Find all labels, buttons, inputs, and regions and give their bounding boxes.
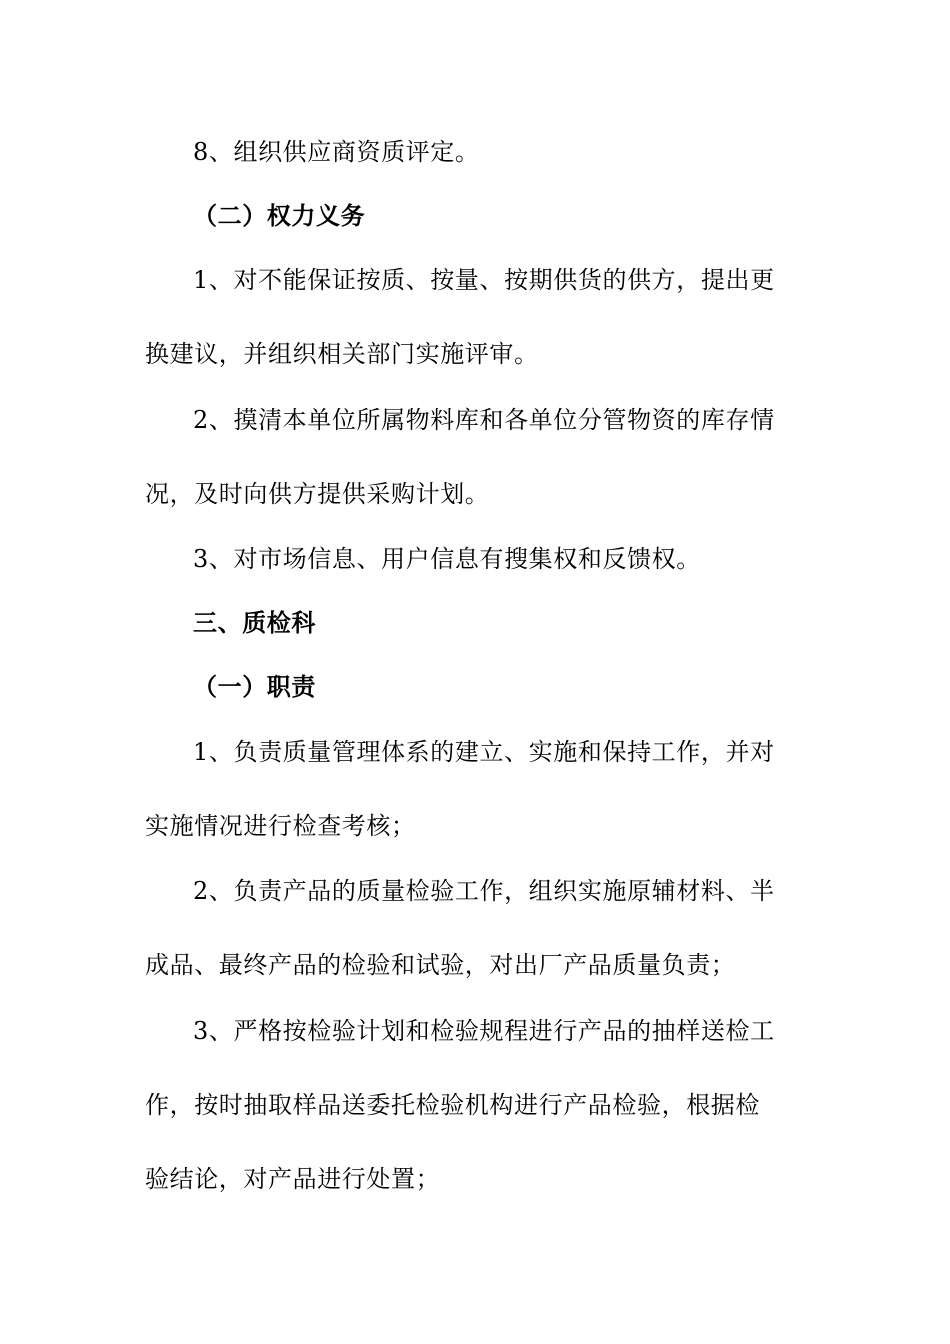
text-line-item-3: 3、对市场信息、用户信息有搜集权和反馈权。 bbox=[193, 545, 701, 573]
text-line-item-1: 1、对不能保证按质、按量、按期供货的供方，提出更 bbox=[193, 266, 775, 294]
text-line-item-1-continued: 换建议，并组织相关部门实施评审。 bbox=[145, 340, 539, 368]
text-line-duty-3-end: 验结论，对产品进行处置； bbox=[145, 1165, 441, 1193]
text-line-item-2-continued: 况，及时向供方提供采购计划。 bbox=[145, 480, 490, 508]
text-line-duty-2: 2、负责产品的质量检验工作，组织实施原辅材料、半 bbox=[193, 877, 775, 905]
text-line-duty-1-continued: 实施情况进行检查考核； bbox=[145, 812, 416, 840]
text-line-item-2: 2、摸清本单位所属物料库和各单位分管物资的库存情 bbox=[193, 406, 775, 434]
text-line-item-8: 8、组织供应商资质评定。 bbox=[193, 138, 480, 166]
section-heading-quality-inspection: 三、质检科 bbox=[193, 608, 316, 637]
text-line-duty-1: 1、负责质量管理体系的建立、实施和保持工作，并对 bbox=[193, 738, 775, 766]
text-line-duty-3: 3、严格按检验计划和检验规程进行产品的抽样送检工 bbox=[193, 1017, 775, 1045]
subsection-heading-rights-duties: （二）权力义务 bbox=[193, 201, 366, 230]
subsection-heading-responsibilities: （一）职责 bbox=[193, 672, 316, 701]
text-line-duty-3-continued: 作，按时抽取样品送委托检验机构进行产品检验，根据检 bbox=[145, 1091, 760, 1119]
text-line-duty-2-continued: 成品、最终产品的检验和试验，对出厂产品质量负责； bbox=[145, 951, 736, 979]
